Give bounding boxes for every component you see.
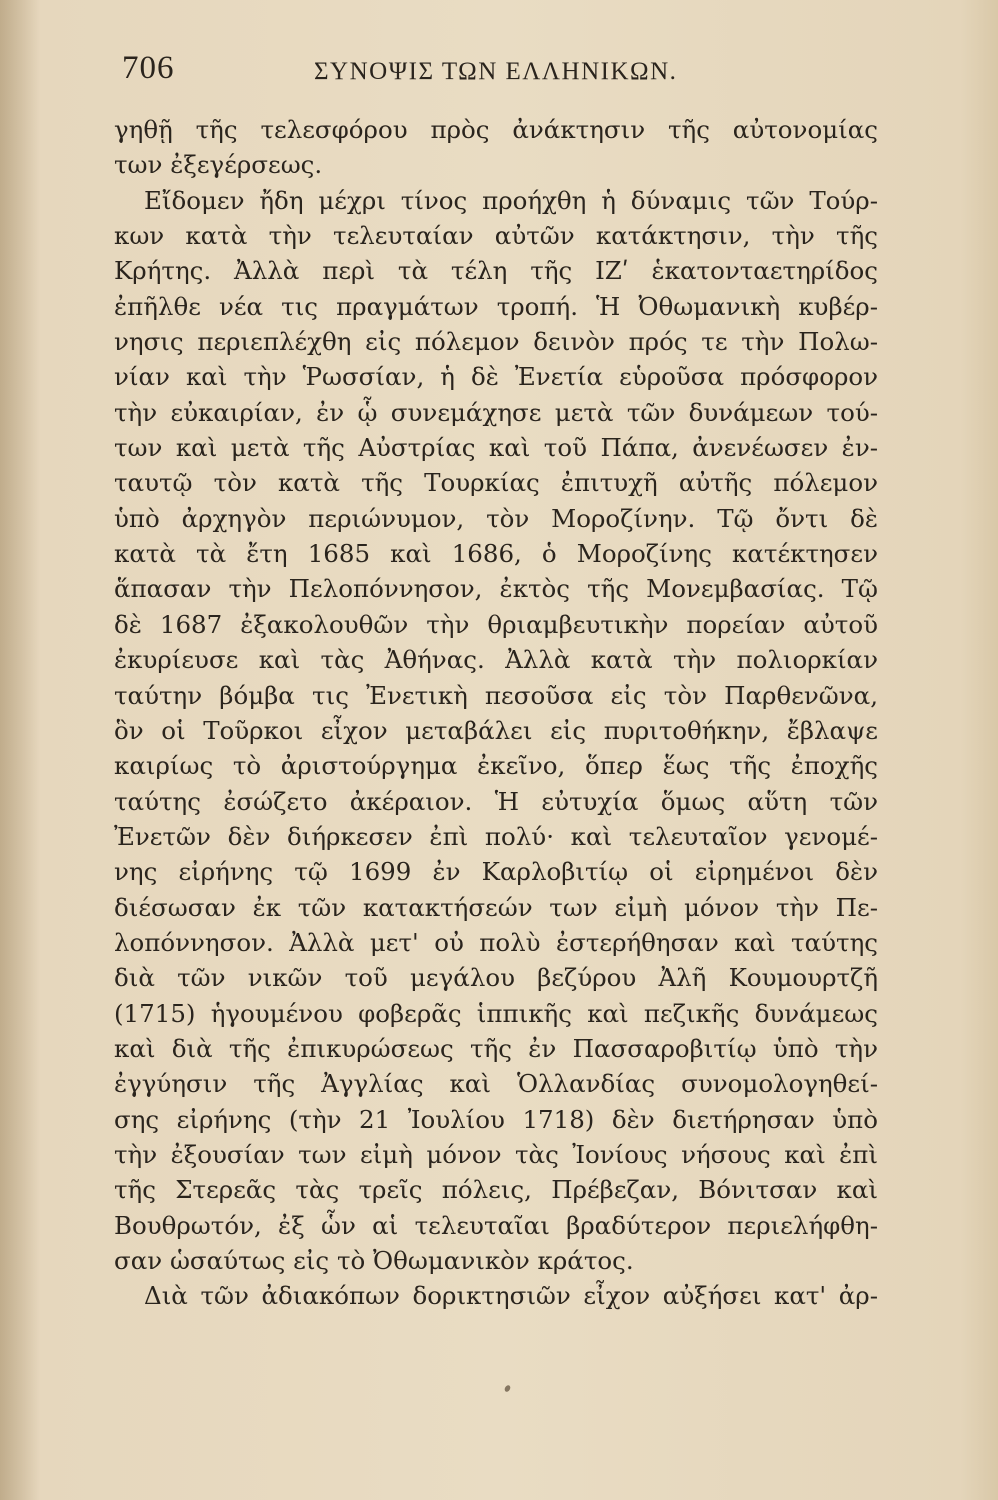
body-text (114, 112, 878, 1314)
text-line: ἅπασαν τὴν Πελοπόννησον, ἐκτὸς τῆς Μονεμβασίας. Τῷ (114, 574, 878, 604)
text-line: τῆς Στερεᾶς τὰς τρεῖς πόλεις, Πρέβεζαν, Βόνιτσαν καὶ (114, 1175, 878, 1205)
text-line: ταύτην βόμβα τις Ἐνετικὴ πεσοῦσα εἰς τὸν Παρθενῶνα, (114, 680, 878, 710)
text-line: λοπόννησον. Ἀλλὰ μετ' οὐ πολὺ ἐστερήθησαν καὶ ταύτης (114, 927, 878, 957)
page-header (122, 50, 882, 100)
text-line: ταυτῷ τὸν κατὰ τῆς Τουρκίας ἐπιτυχῆ αὐτῆς πόλεμον (114, 468, 878, 498)
text-line: των καὶ μετὰ τῆς Αὐστρίας καὶ τοῦ Πάπα, ἀνενέωσεν ἐν- (114, 433, 878, 463)
text-line: ὃν οἱ Τοῦρκοι εἶχον μεταβάλει εἰς πυριτοθήκην, ἔβλαψε (114, 715, 878, 745)
text-line: Ἐνετῶν δὲν διήρκεσεν ἐπὶ πολύ· καὶ τελευταῖον γενομέ- (114, 821, 878, 851)
text-line: ἐπῆλθε νέα τις πραγμάτων τροπή. Ἡ Ὀθωμανικὴ κυβέρ- (114, 291, 878, 321)
text-line: Διὰ τῶν ἀδιακόπων δορικτησιῶν εἶχον αὐξήσει κατ' ἀρ- (144, 1281, 878, 1311)
text-line: δὲ 1687 ἐξακολουθῶν τὴν θριαμβευτικὴν πορείαν αὐτοῦ (114, 609, 878, 639)
text-line: νησις περιεπλέχθη εἰς πόλεμον δεινὸν πρός τε τὴν Πολω- (114, 327, 878, 357)
text-line: Εἴδομεν ἤδη μέχρι τίνος προήχθη ἡ δύναμις τῶν Τούρ- (144, 185, 878, 215)
text-line: σαν ὡσαύτως εἰς τὸ Ὀθωμανικὸν κράτος. (114, 1246, 634, 1275)
running-head: ΣΥΝΟΨΙΣ ΤΩΝ ΕΛΛΗΝΙΚΩΝ. (314, 58, 678, 85)
text-line: κων κατὰ τὴν τελευταίαν αὐτῶν κατάκτησιν, τὴν τῆς (114, 221, 878, 251)
text-line: γηθῇ τῆς τελεσφόρου πρὸς ἀνάκτησιν τῆς αὐτονομίας (114, 115, 878, 144)
text-line: διέσωσαν ἐκ τῶν κατακτήσεών των εἰμὴ μόνον τὴν Πε- (114, 892, 878, 922)
text-line: διὰ τῶν νικῶν τοῦ μεγάλου βεζύρου Ἀλῆ Κουμουρτζῆ (114, 963, 878, 993)
text-line: Βουθρωτόν, ἐξ ὧν αἱ τελευταῖαι βραδύτερον περιελήφθη- (114, 1210, 878, 1240)
text-line: (1715) ἡγουμένου φοβερᾶς ἱππικῆς καὶ πεζικῆς δυνάμεως (114, 998, 878, 1028)
page-number: 706 (122, 50, 175, 86)
ink-speck (504, 1384, 512, 1393)
text-line: Κρήτης. Ἀλλὰ περὶ τὰ τέλη τῆς ΙΖʹ ἑκατονταετηρίδος (114, 256, 878, 286)
text-line: σης εἰρήνης (τὴν 21 Ἰουλίου 1718) δὲν διετήρησαν ὑπὸ (114, 1104, 878, 1134)
text-line: ἐκυρίευσε καὶ τὰς Ἀθήνας. Ἀλλὰ κατὰ τὴν πολιορκίαν (114, 645, 878, 675)
text-line: ταύτης ἐσώζετο ἀκέραιον. Ἡ εὐτυχία ὅμως αὕτη τῶν (114, 786, 878, 816)
text-line: νίαν καὶ τὴν Ῥωσσίαν, ἡ δὲ Ἐνετία εὑροῦσα πρόσφορον (114, 362, 878, 392)
page-edge-stain (0, 0, 40, 1500)
text-line: των ἐξεγέρσεως. (114, 150, 323, 180)
text-line: καιρίως τὸ ἀριστούργημα ἐκεῖνο, ὅπερ ἕως τῆς ἐποχῆς (114, 751, 878, 781)
text-line: ἐγγύησιν τῆς Ἀγγλίας καὶ Ὁλλανδίας συνομολογηθεί- (114, 1069, 878, 1099)
text-line: τὴν εὐκαιρίαν, ἐν ᾧ συνεμάχησε μετὰ τῶν δυνάμεων τού- (114, 397, 878, 427)
text-line: τὴν ἐξουσίαν των εἰμὴ μόνον τὰς Ἰονίους νήσους καὶ ἐπὶ (114, 1139, 878, 1169)
text-line: καὶ διὰ τῆς ἐπικυρώσεως τῆς ἐν Πασσαροβιτίῳ ὑπὸ τὴν (114, 1033, 878, 1063)
text-line: νης εἰρήνης τῷ 1699 ἐν Καρλοβιτίῳ οἱ εἰρημένοι δὲν (114, 857, 878, 887)
text-line: ὑπὸ ἀρχηγὸν περιώνυμον, τὸν Μοροζίνην. Τῷ ὄντι δὲ (114, 503, 878, 533)
text-line: κατὰ τὰ ἔτη 1685 καὶ 1686, ὁ Μοροζίνης κατέκτησεν (114, 539, 878, 569)
